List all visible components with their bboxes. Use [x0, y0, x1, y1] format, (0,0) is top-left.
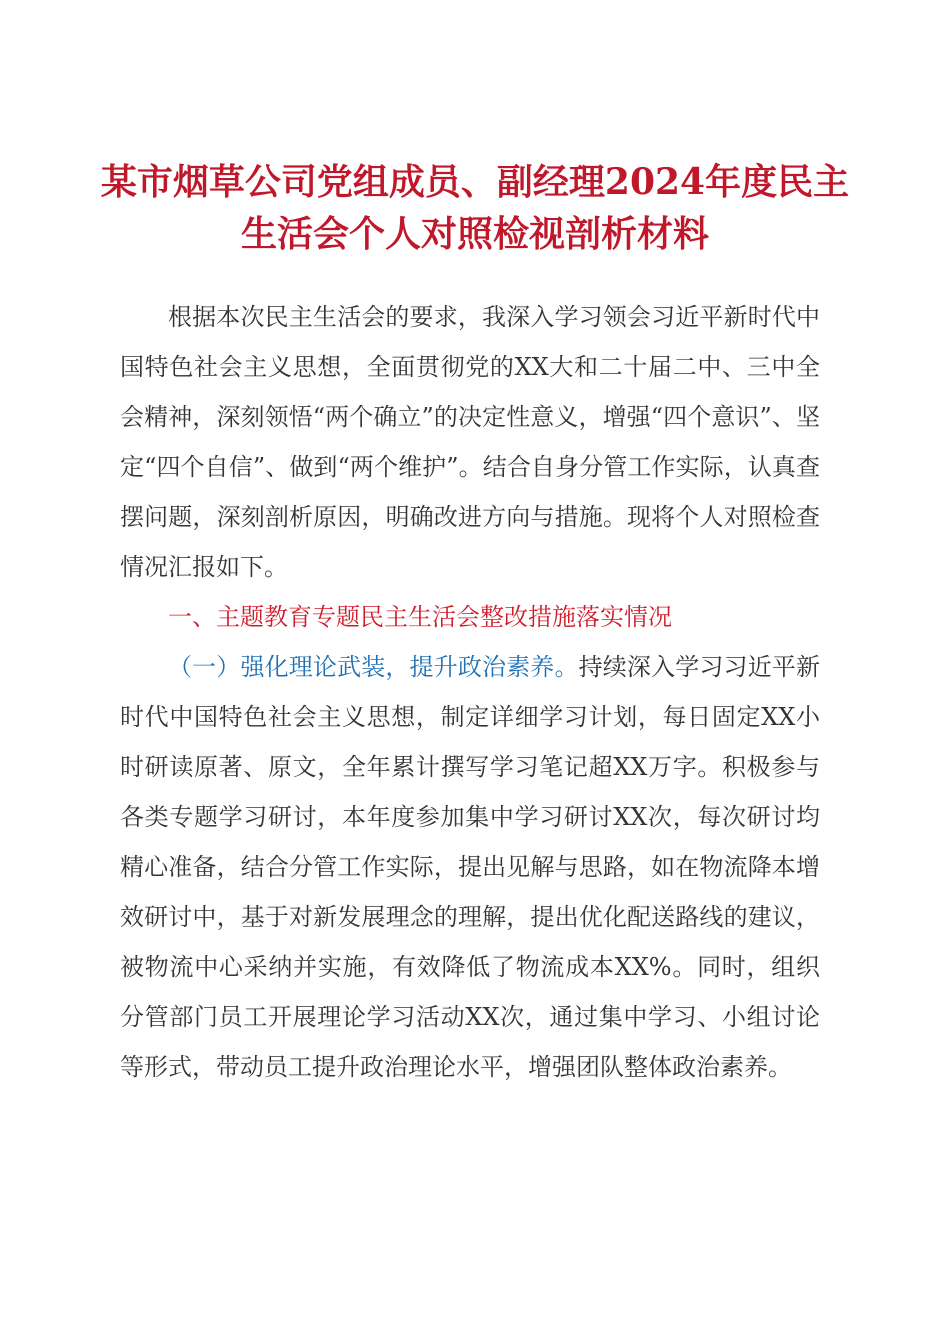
title-line-1: 某市烟草公司党组成员、副经理2024年度民主 — [100, 161, 850, 203]
title-line-2: 生活会个人对照检视剖析材料 — [240, 213, 709, 255]
document-body — [120, 292, 820, 1092]
document-title — [100, 156, 850, 260]
intro-paragraph: 根据本次民主生活会的要求，我深入学习领会习近平新时代中国特色社会主义思想，全面贯彻党的XX大和二十届二中、三中全会精神，深刻领悟“两个确立”的决定性意义，增强“四个意识”、坚定“四个自信”、做到“两个维护”。结合自身分管工作实际，认真查摆问题，深刻剖析原因，明确改进方向与措施。现将个人对照检查情况汇报如下。 — [120, 303, 820, 581]
subsection-1-body: 持续深入学习习近平新时代中国特色社会主义思想，制定详细学习计划，每日固定XX小时研读原著、原文，全年累计撰写学习笔记超XX万字。积极参与各类专题学习研讨，本年度参加集中学习研讨XX次，每次研讨均精心准备，结合分管工作实际，提出见解与思路，如在物流降本增效研讨中，基于对新发展理念的理解，提出优化配送路线的建议，被物流中心采纳并实施，有效降低了物流成本XX%。同时，组织分管部门员工开展理论学习活动XX次，通过集中学习、小组讨论等形式，带动员工提升政治理论水平，增强团队整体政治素养。 — [120, 653, 821, 1081]
subsection-1-heading: （一）强化理论武装，提升政治素养。 — [168, 653, 579, 681]
subsection-1-paragraph — [120, 642, 820, 1092]
section-1-heading: 一、主题教育专题民主生活会整改措施落实情况 — [168, 603, 672, 631]
